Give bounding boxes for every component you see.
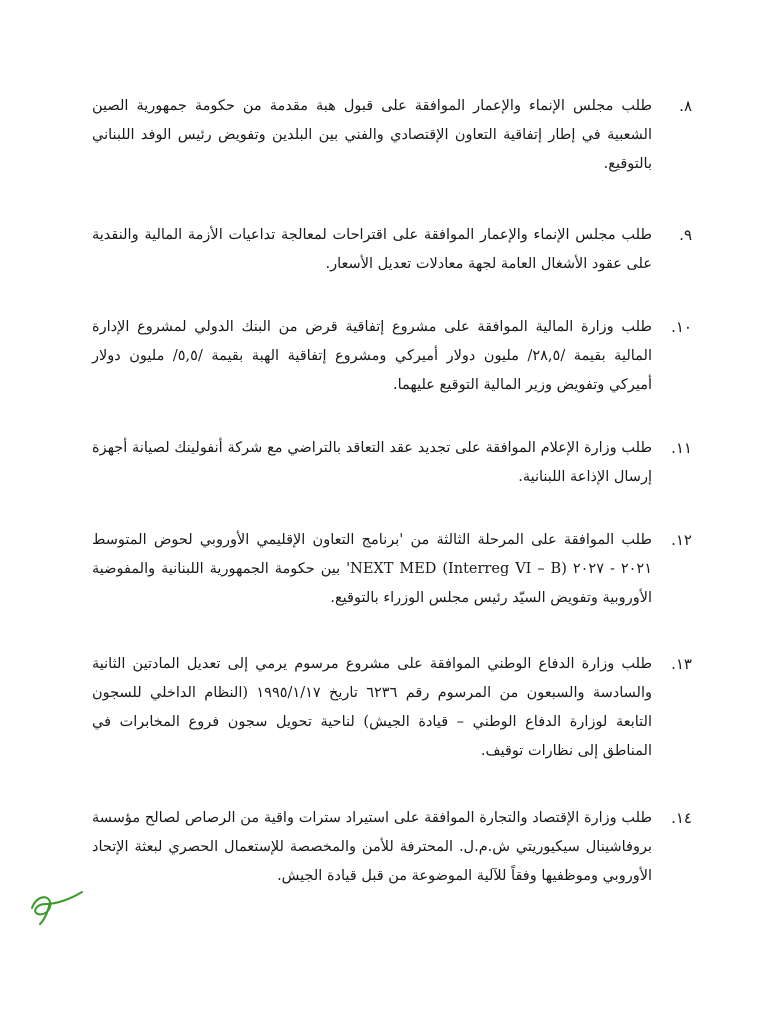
agenda-item-9: [92, 221, 692, 279]
agenda-item-12: [92, 526, 692, 613]
item-text: طلب وزارة الدفاع الوطني الموافقة على مشروع مرسوم يرمي إلى تعديل المادتين الثانية والسادسة والسبعون من المرسوم رقم ٦٢٣٦ تاريخ ١٩٩٥/١/١٧ (النظام الداخلي للسجون التابعة لوزارة الدفاع الوطني – قيادة الجيش) لناحية تحويل سجون فروع المخابرات في المناطق إلى نظارات توقيف.: [92, 656, 653, 759]
item-number: ١١.: [671, 439, 692, 457]
item-text: طلب مجلس الإنماء والإعمار الموافقة على قبول هبة مقدمة من حكومة جمهورية الصين الشعبية في إطار إتفاقية التعاون الإقتصادي والفني بين البلدين وتفويض رئيس الوفد اللبناني بالتوقيع.: [92, 98, 652, 172]
agenda-item-10: [92, 313, 692, 400]
agenda-item-8: [92, 92, 692, 179]
agenda-item-13: [92, 650, 692, 766]
item-text: طلب مجلس الإنماء والإعمار الموافقة على اقتراحات لمعالجة تداعيات الأزمة المالية والنقدية على عقود الأشغال العامة لجهة معادلات تعديل الأسعار.: [92, 227, 652, 272]
agenda-item-11: [92, 434, 692, 492]
item-text: طلب الموافقة على المرحلة الثالثة من 'برنامج التعاون الإقليمي الأوروبي لحوض المتوسط ٢٠٢١ - ٢٠٢٧ (Interreg VI – B) NEXT MED' بين حكومة الجمهورية اللبنانية والمفوضية الأوروبية وتفويض السيّد رئيس مجلس الوزراء بالتوقيع.: [92, 532, 652, 606]
item-text: طلب وزارة المالية الموافقة على مشروع إتفاقية قرض من البنك الدولي لمشروع الإدارة المالية بقيمة /٢٨,٥/ مليون دولار أميركي ومشروع إتفاقية الهبة بقيمة /٥,٥/ مليون دولار أميركي وتفويض وزير المالية التوقيع عليهما.: [92, 319, 653, 393]
item-number: ١٢.: [671, 531, 692, 549]
agenda-item-14: [92, 804, 692, 891]
item-text: طلب وزارة الإقتصاد والتجارة الموافقة على استيراد سترات واقية من الرصاص لصالح مؤسسة بروفاشينال سيكيوريتي ش.م.ل. المحترفة للأمن والمخصصة للإستعمال الحصري لبعثة الإتحاد الأوروبي وموظفيها وفقاً للآلية الموضوعة من قبل قيادة الجيش.: [92, 810, 652, 884]
item-number: ١٤.: [671, 809, 692, 827]
item-number: ١٣.: [671, 655, 692, 673]
handwritten-initial-signature: [26, 886, 88, 926]
item-number: ١٠.: [671, 318, 692, 336]
item-number: ٨.: [679, 97, 692, 115]
item-text: طلب وزارة الإعلام الموافقة على تجديد عقد التعاقد بالتراضي مع شركة أنفولينك لصيانة أجهزة إرسال الإذاعة اللبنانية.: [92, 440, 652, 485]
item-number: ٩.: [679, 226, 692, 244]
